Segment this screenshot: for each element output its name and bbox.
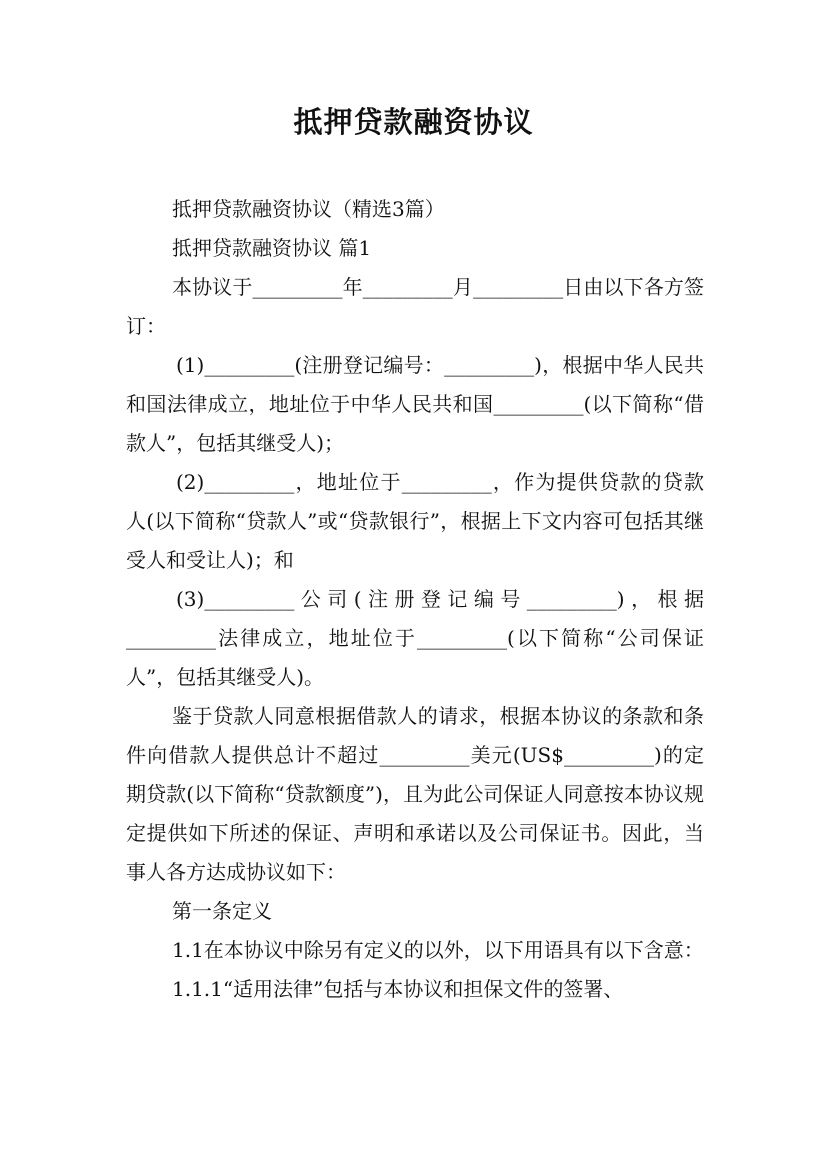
paragraph-clause-1-1-1: 1.1.1“适用法律”包括与本协议和担保文件的签署、	[172, 977, 624, 1001]
paragraph-party-1: (1)_________(注册登记编号：_________)，根据中华人民共和国法律成立，地址位于中华人民共和国_________(以下简称“借款人”，包括其继受人)；	[126, 353, 704, 455]
paragraph-section-heading: 抵押贷款融资协议 篇1	[172, 236, 372, 260]
paragraph-subtitle: 抵押贷款融资协议（精选3篇）	[172, 197, 445, 221]
paragraph-whereas: 鉴于贷款人同意根据借款人的请求，根据本协议的条款和条件向借款人提供总计不超过_________美元(US$_________)的定期贷款(以下简称“贷款额度”)，且为此公司保证人同意按本协议规定提供如下所述的保证、声明和承诺以及公司保证书。因此，当事人各方达成协议如下：	[126, 704, 704, 884]
paragraph-article-1-heading: 第一条定义	[172, 899, 272, 923]
paragraph-party-3: (3)_________公司(注册登记编号_________)，根据_________法律成立，地址位于_________(以下简称“公司保证人”，包括其继受人)。	[126, 587, 704, 689]
paragraph-clause-1-1: 1.1在本协议中除另有定义的以外，以下用语具有以下含意：	[172, 938, 704, 962]
document-body	[126, 190, 704, 1009]
document-title: 抵押贷款融资协议	[293, 105, 534, 139]
paragraph-party-2: (2)_________，地址位于_________，作为提供贷款的贷款人(以下简称“贷款人”或“贷款银行”，根据上下文内容可包括其继受人和受让人)；和	[126, 470, 704, 572]
paragraph-intro: 本协议于_________年_________月_________日由以下各方签订：	[126, 275, 704, 338]
